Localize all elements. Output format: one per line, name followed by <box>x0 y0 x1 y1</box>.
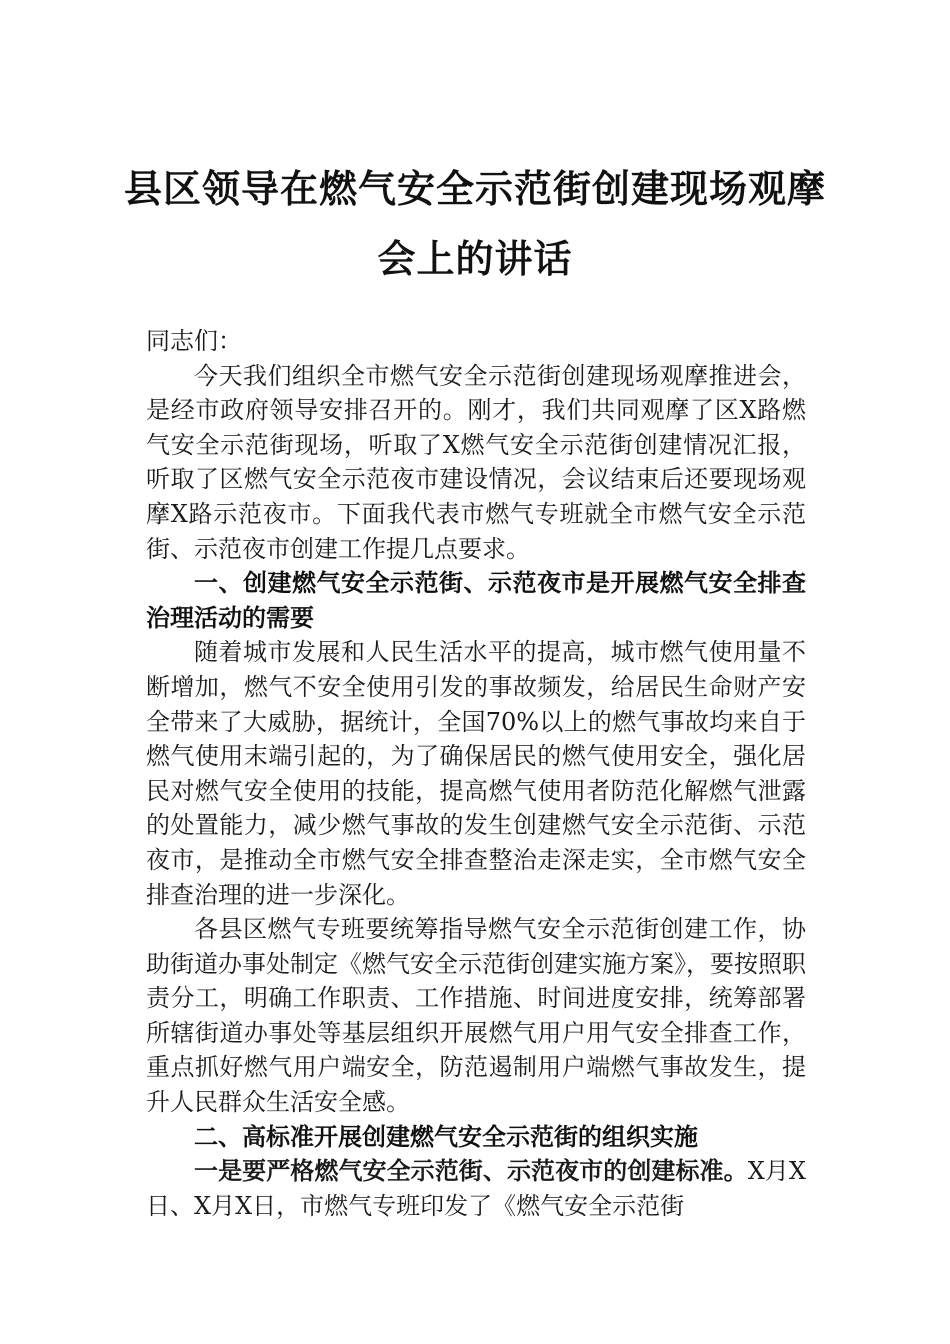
document-title-line-2: 会上的讲话 <box>377 236 573 281</box>
paragraph-standards-text: X月X日、X月X日，市燃气专班印发了《燃气安全示范街 <box>146 1157 807 1220</box>
paragraph-standards-lead: 一是要严格燃气安全示范街、示范夜市的创建标准。 <box>194 1156 748 1186</box>
salutation: 同志们： <box>146 327 242 355</box>
document-body <box>146 324 806 1223</box>
paragraph-intro: 今天我们组织全市燃气安全示范街创建现场观摩推进会，是经市政府领导安排召开的。刚才，我们共同观摩了区X路燃气安全示范街现场，听取了X燃气安全示范街创建情况汇报，听取了区燃气安全示范夜市建设情况，会议结束后还要现场观摩X路示范夜市。下面我代表市燃气专班就全市燃气安全示范街、示范夜市创建工作提几点要求。 <box>146 361 806 563</box>
section-heading-1: 一、创建燃气安全示范街、示范夜市是开展燃气安全排查治理活动的需要 <box>146 569 806 632</box>
paragraph-county-work: 各县区燃气专班要统筹指导燃气安全示范街创建工作，协助街道办事处制定《燃气安全示范街创建实施方案》，要按照职责分工，明确工作职责、工作措施、时间进度安排，统筹部署所辖街道办事处等基层组织开展燃气用户用气安全排查工作，重点抓好燃气用户端安全，防范遏制用户端燃气事故发生，提升人民群众生活安全感。 <box>146 915 806 1117</box>
paragraph-standards <box>146 1154 806 1223</box>
document-title-line-1: 县区领导在燃气安全示范街创建现场观摩 <box>123 166 826 211</box>
paragraph-background: 随着城市发展和人民生活水平的提高，城市燃气使用量不断增加，燃气不安全使用引发的事故频发，给居民生命财产安全带来了大威胁，据统计，全国70%以上的燃气事故均来自于燃气使用末端引起的，为了确保居民的燃气使用安全，强化居民对燃气安全使用的技能，提高燃气使用者防范化解燃气泄露的处置能力，减少燃气事故的发生创建燃气安全示范街、示范夜市，是推动全市燃气安全排查整治走深走实，全市燃气安全排查治理的进一步深化。 <box>146 638 806 909</box>
section-heading-2: 二、高标准开展创建燃气安全示范街的组织实施 <box>194 1122 698 1151</box>
